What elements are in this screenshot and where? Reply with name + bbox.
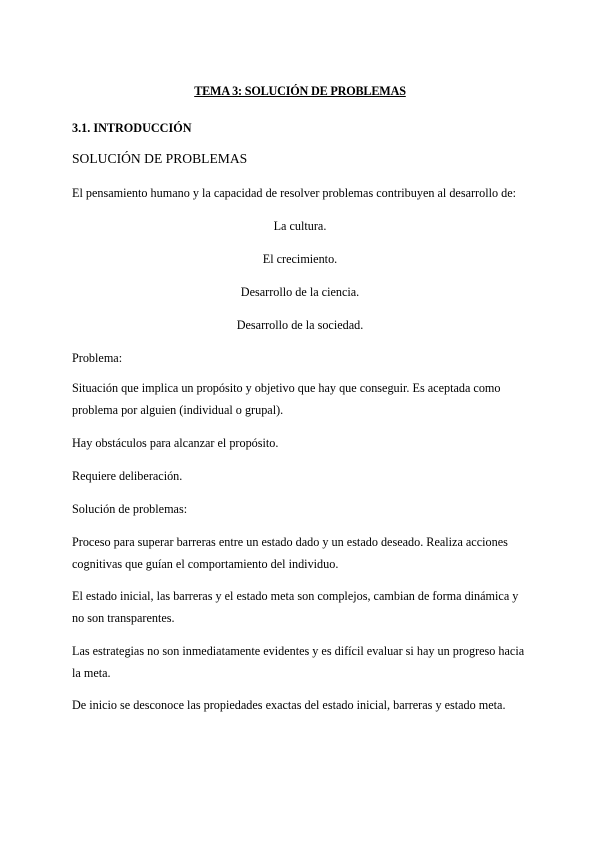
problema-definition-line: problema por alguien (individual o grupal).: [72, 403, 284, 417]
estrategias-line: Las estrategias no son inmediatamente evidentes y es difícil evaluar si hay un progreso hacia: [72, 644, 525, 658]
estrategias-line: la meta.: [72, 666, 111, 680]
subheading: SOLUCIÓN DE PROBLEMAS: [72, 151, 248, 166]
problema-label: Problema:: [72, 351, 123, 365]
inicio-paragraph: De inicio se desconoce las propiedades exactas del estado inicial, barreras y estado meta.: [72, 698, 506, 712]
proceso-line: cognitivas que guían el comportamiento del individuo.: [72, 557, 339, 571]
centered-item: La cultura.: [273, 219, 327, 233]
estado-line: El estado inicial, las barreras y el estado meta son complejos, cambian de forma dinámica y: [72, 589, 519, 603]
solucion-label: Solución de problemas:: [72, 502, 188, 516]
centered-item: Desarrollo de la ciencia.: [240, 285, 360, 299]
centered-item: Desarrollo de la sociedad.: [236, 318, 364, 332]
obstaculos-paragraph: Hay obstáculos para alcanzar el propósito.: [72, 436, 279, 450]
proceso-line: Proceso para superar barreras entre un estado dado y un estado deseado. Realiza acciones: [72, 535, 508, 549]
estado-line: no son transparentes.: [72, 611, 175, 625]
intro-paragraph: El pensamiento humano y la capacidad de resolver problemas contribuyen al desarrollo de:: [72, 186, 517, 200]
section-heading: 3.1. INTRODUCCIÓN: [72, 121, 192, 135]
problema-definition-line: Situación que implica un propósito y objetivo que hay que conseguir. Es aceptada como: [72, 381, 501, 395]
deliberacion-paragraph: Requiere deliberación.: [72, 469, 183, 483]
centered-item: El crecimiento.: [262, 252, 338, 266]
document-title: TEMA 3: SOLUCIÓN DE PROBLEMAS: [194, 84, 406, 98]
